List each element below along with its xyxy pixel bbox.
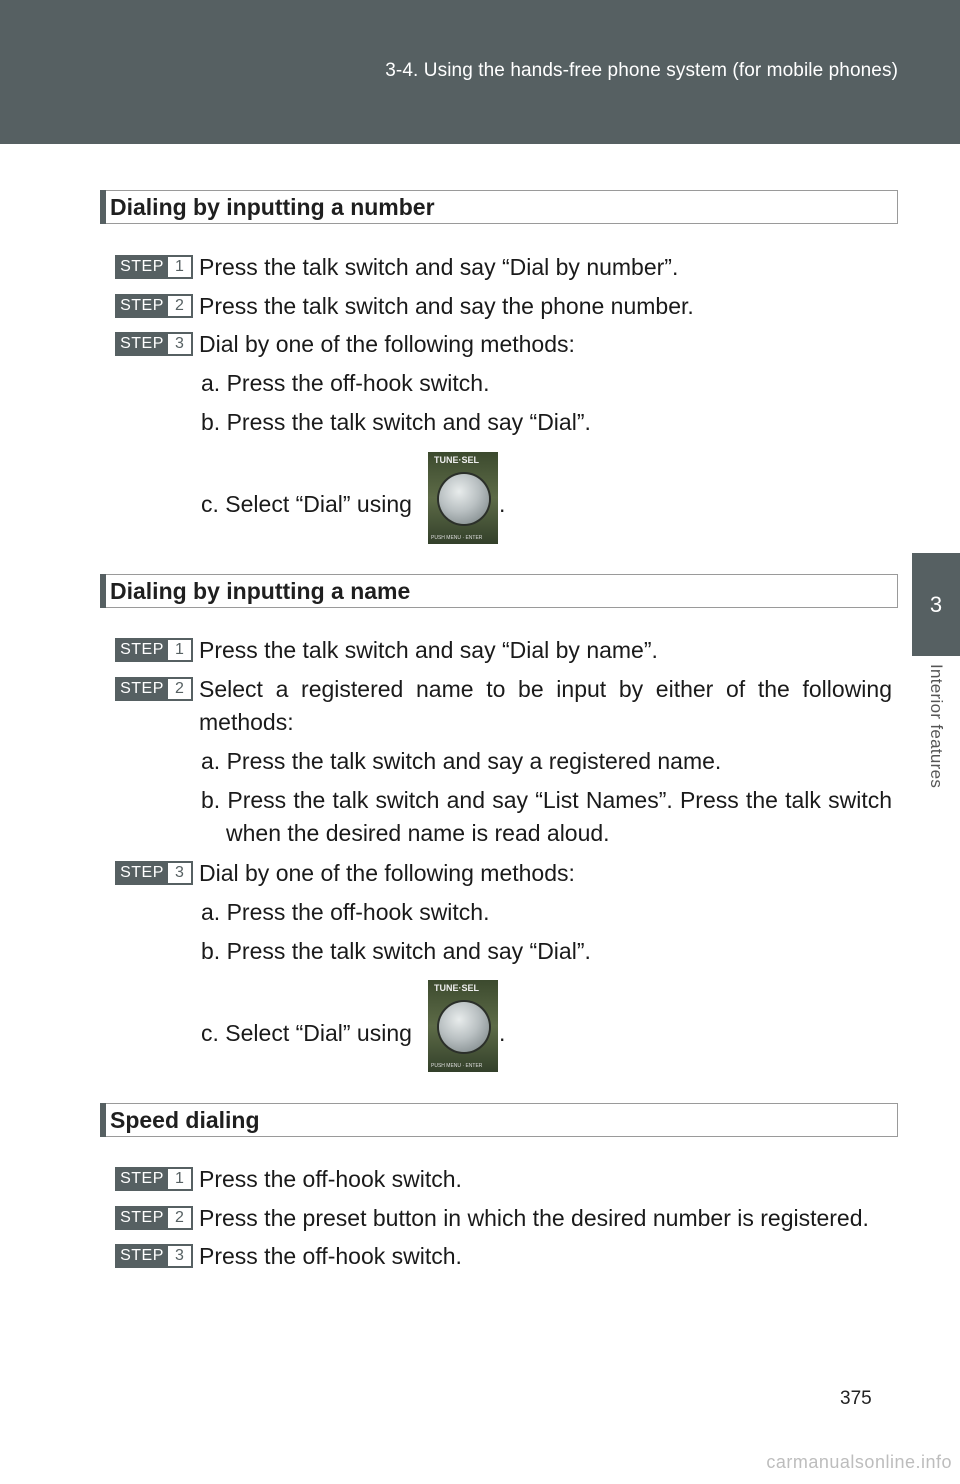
step-word: STEP [120,864,164,881]
step-word: STEP [120,1247,164,1264]
method-option-continued: when the desired name is read aloud. [226,820,610,846]
step-text: Press the talk switch and say “Dial by name”. [199,637,658,663]
step-number: 3 [168,863,191,883]
method-option: c. Select “Dial” using [201,1020,412,1046]
step-badge [115,1206,193,1230]
page-number: 375 [840,1388,872,1409]
chapter-title: 3-4. Using the hands-free phone system (for mobile phones) [385,60,898,81]
step-text: Press the talk switch and say “Dial by number”. [199,254,679,280]
knob-bottom-label: PUSH MENU · ENTER [431,535,483,541]
section-header-name [100,574,898,608]
step-number: 2 [168,1208,191,1228]
method-option: b. Press the talk switch and say “Dial”. [201,938,591,964]
knob-icon [439,474,489,524]
method-option: a. Press the off-hook switch. [201,899,490,925]
knob-bottom-label: PUSH MENU · ENTER [431,1063,483,1069]
watermark: carmanualsonline.info [766,1452,952,1472]
step-badge [115,332,193,356]
step-word: STEP [120,258,164,275]
step-number: 2 [168,679,191,699]
page-header [0,0,960,144]
step-word: STEP [120,1170,164,1187]
step-badge [115,861,193,885]
method-option: a. Press the talk switch and say a registered name. [201,748,722,774]
knob-top-label: TUNE·SEL [434,455,479,465]
step-badge [115,677,193,701]
method-option: b. Press the talk switch and say “Dial”. [201,409,591,435]
step-text: Press the off-hook switch. [199,1243,462,1269]
step-text: Press the off-hook switch. [199,1166,462,1192]
period: . [499,1020,506,1046]
step-badge [115,1167,193,1191]
step-badge [115,1244,193,1268]
step-number: 2 [168,296,191,316]
step-number: 3 [168,334,191,354]
step-badge [115,294,193,318]
step-text-continued: methods: [199,709,294,735]
step-number: 1 [168,1169,191,1189]
method-option: b. Press the talk switch and say “List Names”. Press the talk switch [201,787,892,813]
knob-icon [439,1002,489,1052]
section-header-number [100,190,898,224]
method-option: c. Select “Dial” using [201,491,412,517]
step-word: STEP [120,297,164,314]
period: . [499,491,506,517]
step-word: STEP [120,641,164,658]
method-option: a. Press the off-hook switch. [201,370,490,396]
section-title: Dialing by inputting a name [110,578,411,604]
tune-sel-knob-image [428,980,498,1072]
step-text: Select a registered name to be input by either of the following [199,676,892,702]
step-text: Press the talk switch and say the phone number. [199,293,694,319]
step-text: Press the preset button in which the desired number is registered. [199,1205,869,1231]
section-header-speed [100,1103,898,1137]
chapter-tab[interactable]: 3 [912,553,960,656]
step-word: STEP [120,1209,164,1226]
step-number: 1 [168,257,191,277]
step-word: STEP [120,335,164,352]
step-number: 1 [168,640,191,660]
step-text: Dial by one of the following methods: [199,331,575,357]
section-title: Speed dialing [110,1107,260,1133]
step-badge [115,255,193,279]
step-number: 3 [168,1246,191,1266]
section-title: Dialing by inputting a number [110,194,435,220]
knob-top-label: TUNE·SEL [434,983,479,993]
tune-sel-knob-image [428,452,498,544]
step-word: STEP [120,680,164,697]
step-badge [115,638,193,662]
step-text: Dial by one of the following methods: [199,860,575,886]
chapter-tab-label: Interior features [927,664,946,789]
